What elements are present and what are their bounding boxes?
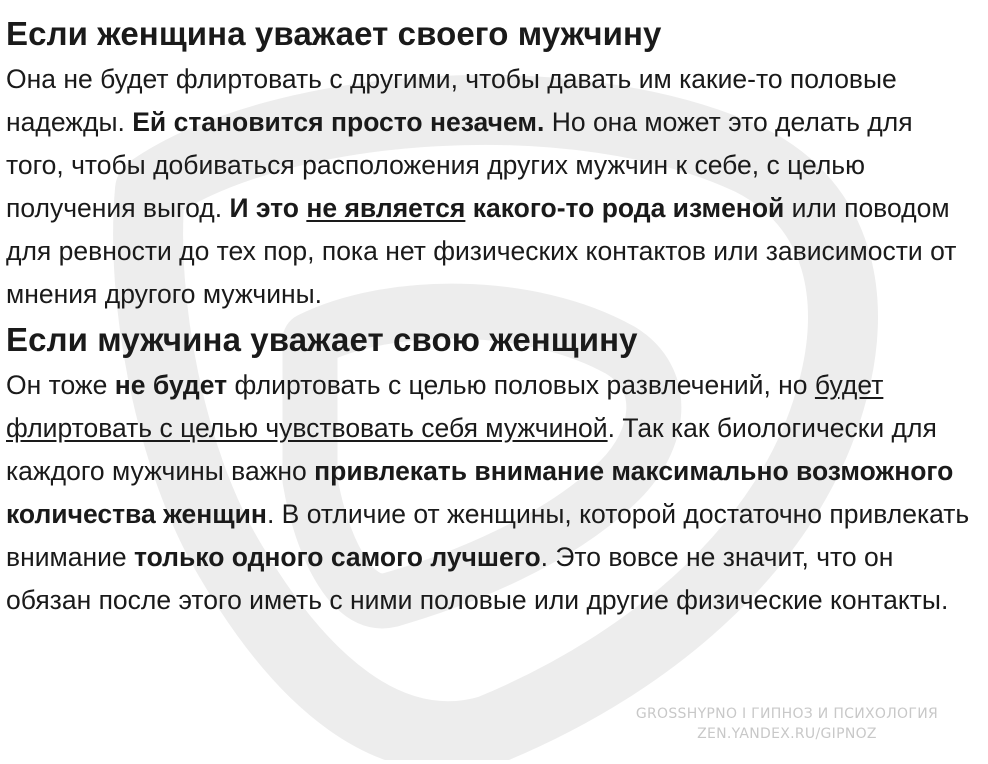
section-2-text-1: Он тоже — [6, 370, 115, 400]
section-1-text-3: или поводом для ревности до тех пор, пока нет физических контактов или зависимости от мнения другого мужчины. — [6, 193, 957, 309]
section-1-text-1: Она не будет флиртовать с другими, чтобы давать им какие-то половые надежды. — [6, 64, 897, 137]
section-1-bold-1: Ей становится просто незачем. — [132, 107, 545, 137]
section-1-bold-3: какого-то рода изменой — [465, 193, 785, 223]
section-2-bold-3: только одного самого лучшего — [134, 542, 541, 572]
channel-signature — [636, 704, 938, 744]
section-2-text-4: . В отличие от женщины, которой достаточно привлекать внимание — [6, 499, 970, 572]
section-2-body — [6, 364, 982, 622]
section-1-body — [6, 58, 982, 316]
section-2-text-5: . Это вовсе не значит, что он обязан после этого иметь с ними половые или другие физические контакты. — [6, 542, 949, 615]
section-1-text-2: Но она может это делать для того, чтобы добиваться расположения других мужчин к себе, с целью получения выгод. — [6, 107, 913, 223]
section-1-bold-2: И это — [229, 193, 307, 223]
signature-line-1: GROSSHYPNO I ГИПНОЗ И ПСИХОЛОГИЯ — [635, 706, 938, 722]
section-2-bold-2: привлекать внимание максимально возможного количества женщин — [6, 456, 954, 529]
signature-line-2: ZEN.YANDEX.RU/GIPNOZ — [697, 726, 877, 742]
section-2-title: Если мужчина уважает свою женщину — [6, 321, 638, 358]
section-2-text-3: . Так как биологически для каждого мужчины важно — [6, 413, 937, 486]
section-1-title: Если женщина уважает своего мужчину — [6, 15, 662, 52]
section-2-text-2: флиртовать с целью половых развлечений, но — [227, 370, 815, 400]
section-1-bold-underline-1: не является — [306, 193, 466, 223]
section-2-underline-1: будет флиртовать с целью чувствовать себя мужчиной — [6, 370, 884, 443]
section-2-bold-1: не будет — [114, 370, 228, 400]
